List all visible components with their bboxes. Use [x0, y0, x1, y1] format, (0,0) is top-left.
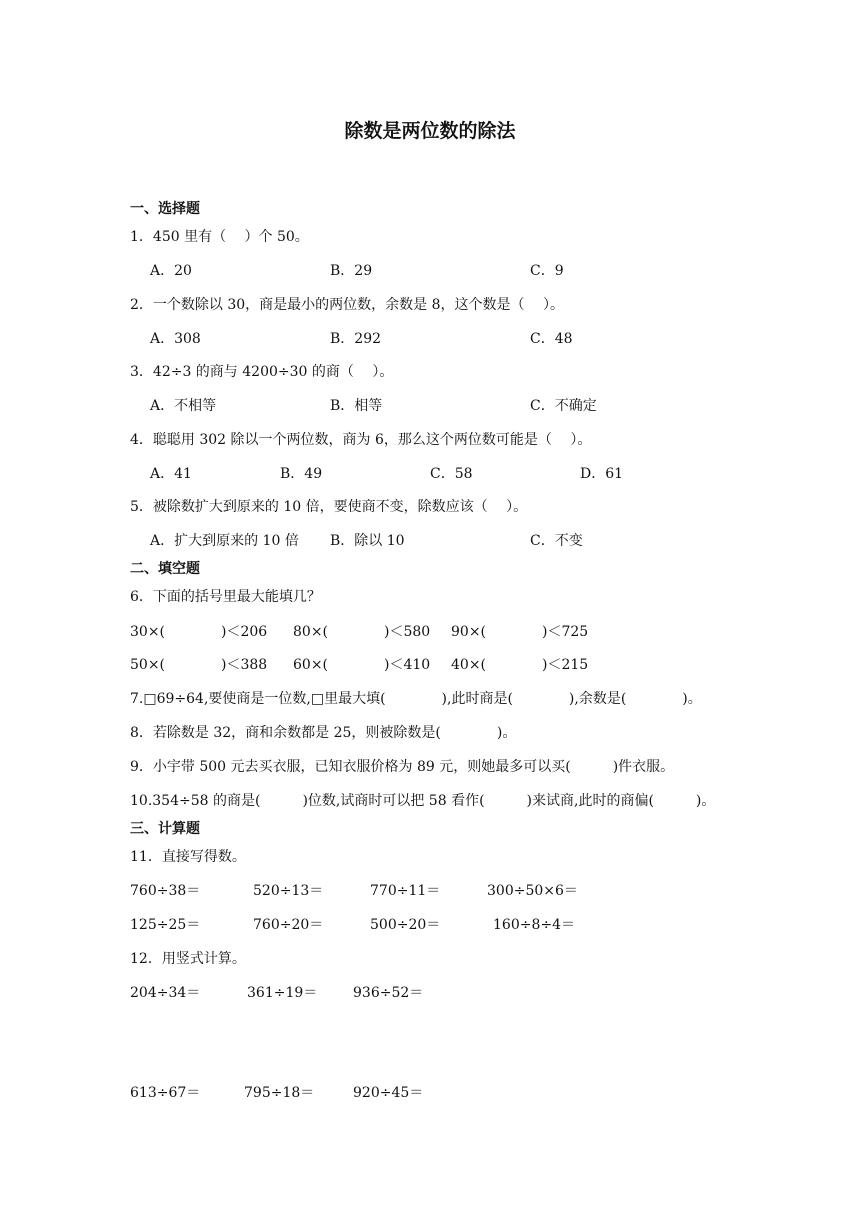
q12-item: 936÷52＝ — [353, 985, 424, 1001]
q6-item: 40×( )＜215 — [451, 657, 589, 673]
question-8-text: 8．若除数是 32，商和余数都是 25，则被除数是( )。 — [130, 725, 517, 741]
q3-option-c: C．不确定 — [530, 398, 597, 414]
q11-item: 300÷50×6＝ — [487, 883, 578, 899]
q2-option-c: C．48 — [530, 331, 573, 347]
q12-item: 361÷19＝ — [247, 985, 318, 1001]
q12-item: 920÷45＝ — [353, 1085, 424, 1101]
question-9-text: 9．小宇带 500 元去买衣服，已知衣服价格为 89 元，则她最多可以买( )件衣服。 — [130, 759, 675, 775]
question-6-text: 6．下面的括号里最大能填几？ — [130, 589, 321, 605]
q1-option-b: B．29 — [330, 263, 373, 279]
question-12-text: 12．用竖式计算。 — [130, 951, 246, 967]
q11-item: 160÷8÷4＝ — [493, 917, 575, 933]
q5-option-a: A．扩大到原来的 10 倍 — [150, 533, 299, 549]
question-5-text: 5．被除数扩大到原来的 10 倍，要使商不变，除数应该（ ）。 — [130, 499, 528, 515]
q4-option-c: C．58 — [430, 466, 473, 482]
section-heading-calc: 三、计算题 — [130, 821, 200, 837]
q11-item: 500÷20＝ — [370, 917, 441, 933]
q6-item: 80×( )＜580 — [293, 624, 431, 640]
page-title: 除数是两位数的除法 — [344, 120, 516, 142]
q11-item: 770÷11＝ — [370, 883, 441, 899]
q6-item: 90×( )＜725 — [451, 624, 589, 640]
q5-option-c: C．不变 — [530, 533, 583, 549]
q1-option-c: C．9 — [530, 263, 564, 279]
q5-option-b: B．除以 10 — [330, 533, 405, 549]
question-10-text: 10.354÷58 的商是( )位数,试商时可以把 58 看作( )来试商,此时的商偏( )。 — [130, 793, 716, 809]
q6-item: 50×( )＜388 — [130, 657, 268, 673]
question-4-text: 4．聪聪用 302 除以一个两位数，商为 6，那么这个两位数可能是（ ）。 — [130, 432, 592, 448]
q2-option-b: B．292 — [330, 331, 382, 347]
q12-item: 795÷18＝ — [244, 1085, 315, 1101]
section-heading-fill: 二、填空题 — [130, 561, 200, 577]
q11-item: 760÷20＝ — [253, 917, 324, 933]
q6-item: 60×( )＜410 — [293, 657, 431, 673]
question-7-text: 7.□69÷64,要使商是一位数,□里最大填( ),此时商是( ),余数是( )。 — [130, 691, 702, 707]
q11-item: 125÷25＝ — [130, 917, 201, 933]
q11-item: 760÷38＝ — [130, 883, 201, 899]
q2-option-a: A．308 — [150, 331, 201, 347]
q11-item: 520÷13＝ — [253, 883, 324, 899]
question-1-text: 1．450 里有（ ）个 50。 — [130, 229, 309, 245]
q3-option-b: B．相等 — [330, 398, 383, 414]
q4-option-d: D．61 — [580, 466, 624, 482]
q4-option-b: B．49 — [280, 466, 323, 482]
q12-item: 613÷67＝ — [130, 1085, 201, 1101]
question-2-text: 2．一个数除以 30，商是最小的两位数，余数是 8，这个数是（ ）。 — [130, 297, 564, 313]
section-heading-choice: 一、选择题 — [130, 201, 200, 217]
question-3-text: 3．42÷3 的商与 4200÷30 的商（ ）。 — [130, 364, 394, 380]
q1-option-a: A．20 — [150, 263, 192, 279]
q4-option-a: A．41 — [150, 466, 192, 482]
q3-option-a: A．不相等 — [150, 398, 217, 414]
q12-item: 204÷34＝ — [130, 985, 201, 1001]
q6-item: 30×( )＜206 — [130, 624, 268, 640]
question-11-text: 11．直接写得数。 — [130, 849, 246, 865]
